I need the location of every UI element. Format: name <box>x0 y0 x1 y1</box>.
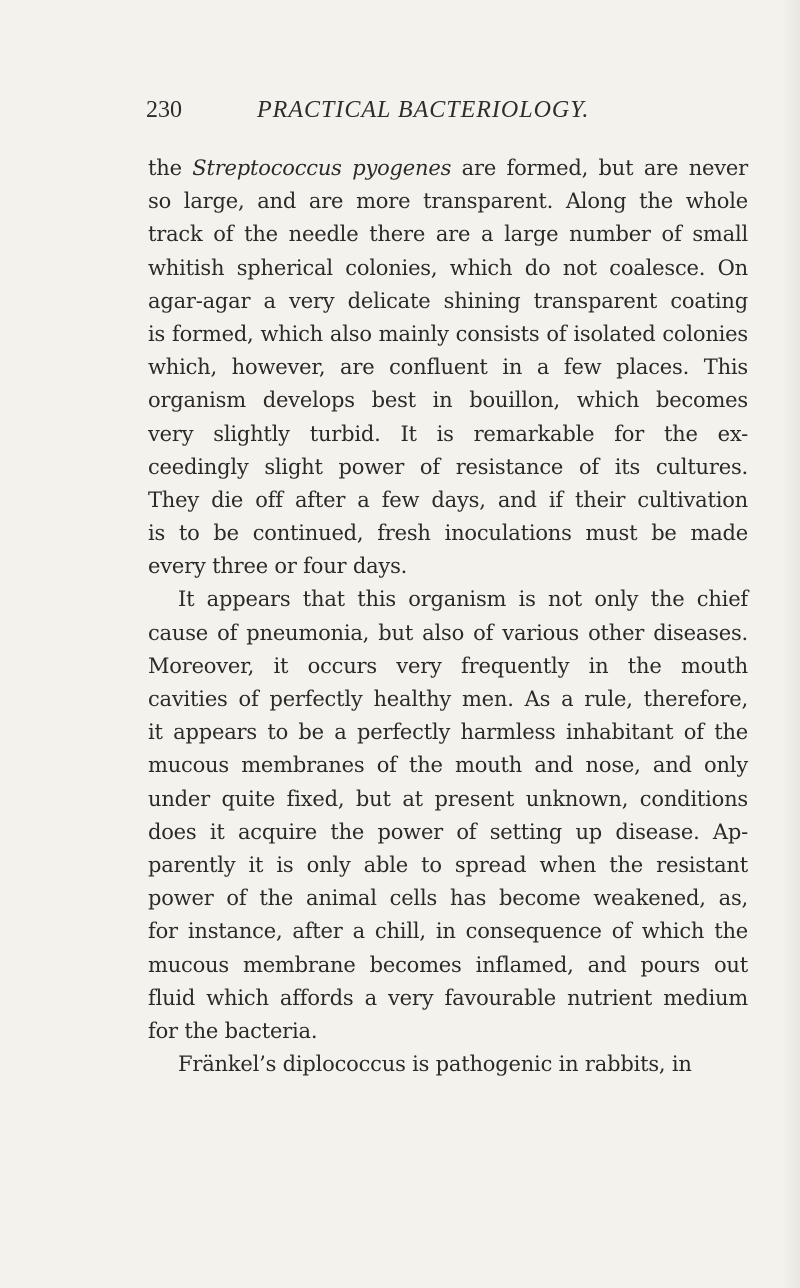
text-line: cause of pneumonia, but also of various other diseases. <box>148 620 748 645</box>
text-line: whitish spherical colonies, which do not coalesce. On <box>148 255 748 280</box>
text-line: so large, and are more transparent. Along the whole <box>148 189 748 214</box>
text-line: the Streptococcus pyogenes are formed, but are never <box>148 156 748 180</box>
text-line: organism develops best in bouillon, which becomes <box>148 388 748 413</box>
text-line: They die off after a few days, and if their cultivation <box>148 487 748 512</box>
text-line: track of the needle there are a large number of small <box>148 222 748 247</box>
text-line: mucous membrane becomes inflamed, and pours out <box>148 952 748 977</box>
text-line: agar-agar a very delicate shining transparent coating <box>148 288 748 313</box>
text-line: fluid which affords a very favourable nutrient medium <box>148 985 748 1010</box>
text-line: cavities of perfectly healthy men. As a rule, therefore, <box>148 687 748 711</box>
text-line: is formed, which also mainly consists of isolated colonies <box>148 321 748 346</box>
text-line: power of the animal cells has become weakened, as, <box>148 886 748 911</box>
text-line: every three or four days. <box>148 554 408 579</box>
text-line: is to be continued, fresh inoculations must be made <box>148 521 748 546</box>
text-line: it appears to be a perfectly harmless inhabitant of the <box>148 720 748 745</box>
text-line: Fränkel’s diplococcus is pathogenic in rabbits, in <box>178 1052 692 1077</box>
page-edge-shadow <box>782 0 800 1288</box>
text-line: Moreover, it occurs very frequently in the mouth <box>148 653 748 678</box>
text-line: very slightly turbid. It is remarkable for the ex- <box>148 421 748 446</box>
species-name: Streptococcus pyogenes <box>192 156 452 180</box>
text-line: It appears that this organism is not only the chief <box>178 587 748 612</box>
text-line: does it acquire the power of setting up disease. Ap- <box>148 819 748 844</box>
text-line: which, however, are confluent in a few places. This <box>148 355 748 380</box>
page-number: 230 <box>146 97 182 123</box>
running-head-title: PRACTICAL BACTERIOLOGY. <box>257 97 590 123</box>
text-line: for instance, after a chill, in consequence of which the <box>148 919 748 944</box>
body-text <box>148 152 748 1081</box>
text-line: parently it is only able to spread when the resistant <box>148 852 748 877</box>
text-line: under quite fixed, but at present unknown, conditions <box>148 786 748 811</box>
text-line: mucous membranes of the mouth and nose, and only <box>148 753 748 778</box>
text-line: ceedingly slight power of resistance of its cultures. <box>148 454 748 479</box>
text-line: for the bacteria. <box>148 1018 318 1043</box>
